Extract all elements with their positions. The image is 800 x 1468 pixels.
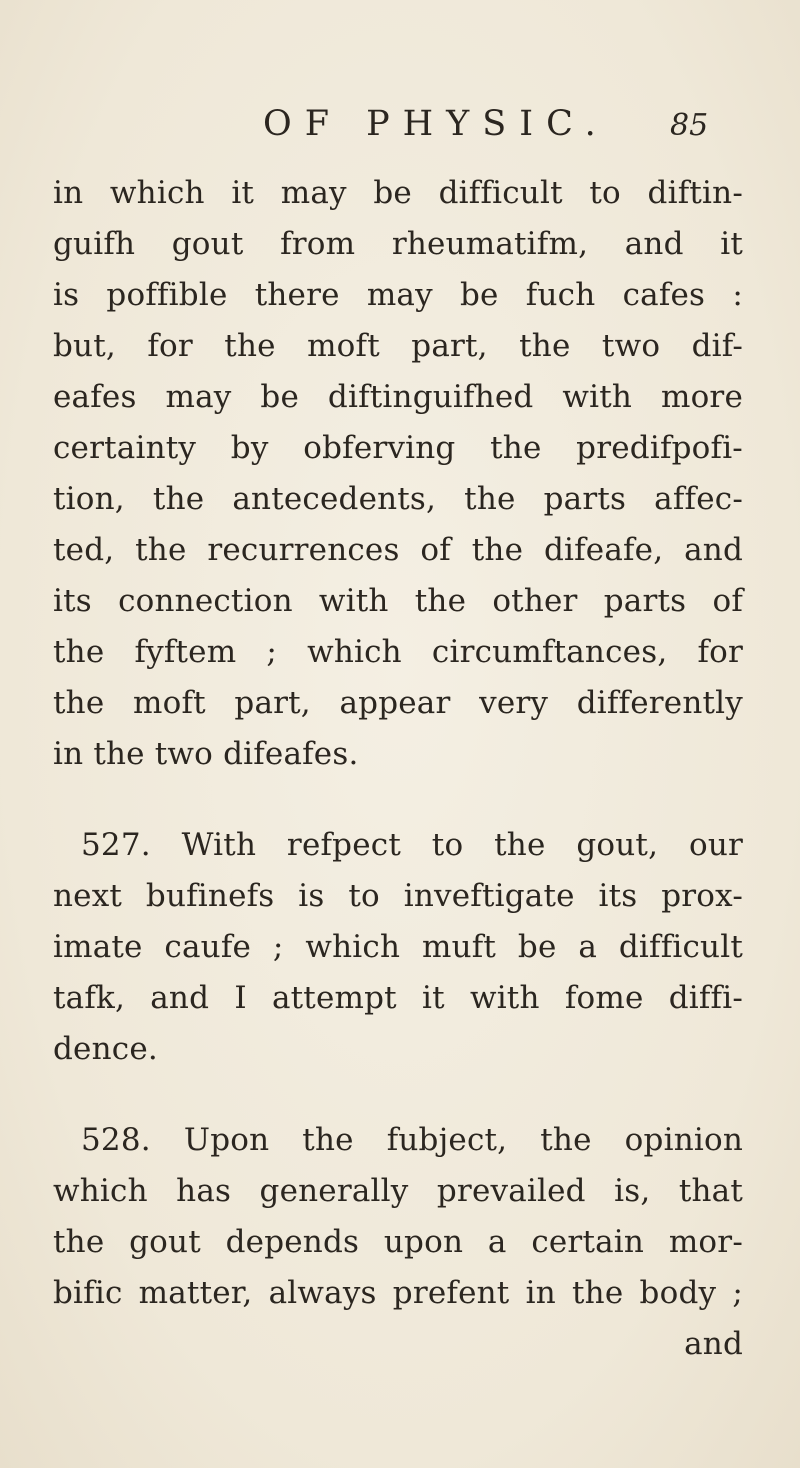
text-line: guifh gout from rheumatifm, and it [53,226,743,262]
catchword: and [684,1326,743,1362]
paragraph-526-continued [53,168,743,780]
text-line: in the two difeafes. [53,736,359,772]
running-title: OF PHYSIC. [263,104,609,144]
text-line: tion, the antecedents, the parts affec- [53,481,743,517]
text-line: 528. Upon the fubject, the opinion [81,1122,743,1158]
text-line: but, for the moft part, the two dif- [53,328,743,364]
text-line: in which it may be difficult to diftin- [53,175,743,211]
text-line: certainty by obferving the predifpofi- [53,430,743,466]
page-header [0,104,800,144]
paragraph-gap [53,1075,743,1115]
text-line: imate caufe ; which muft be a difficult [53,929,743,965]
text-line: the gout depends upon a certain mor- [53,1224,743,1260]
paragraph-527 [53,820,743,1075]
text-line: is poffible there may be fuch cafes : [53,277,743,313]
text-line: the moft part, appear very differently [53,685,743,721]
text-line: dence. [53,1031,158,1067]
text-line: its connection with the other parts of [53,583,743,619]
text-line: the fyftem ; which circumftances, for [53,634,743,670]
text-line: eafes may be diftinguifhed with more [53,379,743,415]
text-line: which has generally prevailed is, that [53,1173,743,1209]
text-line: 527. With refpect to the gout, our [81,827,743,863]
paragraph-528 [53,1115,743,1319]
page-number: 85 [670,108,709,143]
paragraph-gap [53,780,743,820]
body-text [53,168,743,1370]
text-line: next bufinefs is to inveftigate its prox- [53,878,743,914]
text-line: bific matter, always prefent in the body ; [53,1275,743,1311]
text-line: tafk, and I attempt it with fome diffi- [53,980,743,1016]
text-line: ted, the recurrences of the difeafe, and [53,532,743,568]
